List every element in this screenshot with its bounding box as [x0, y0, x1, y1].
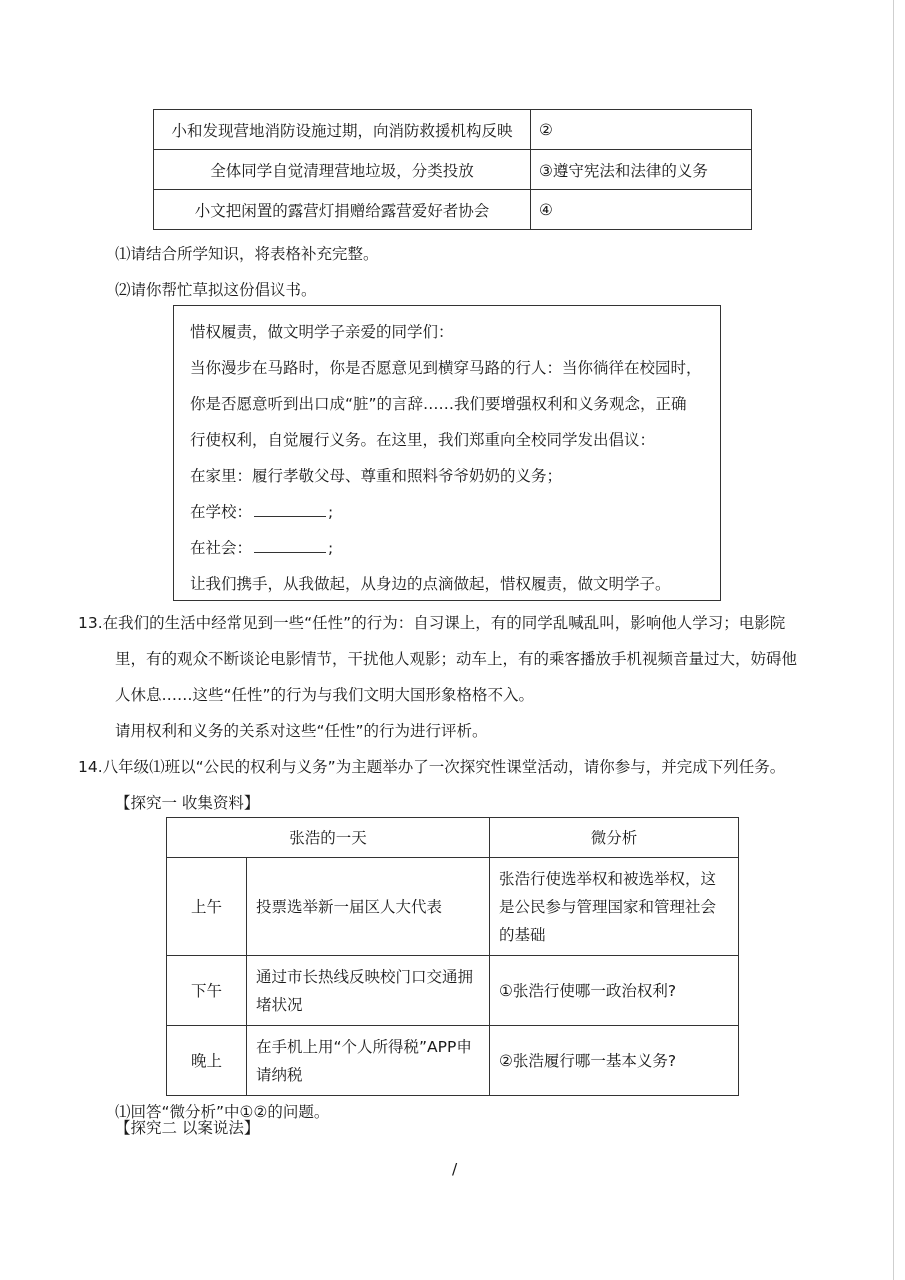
- q13-line1: 13.在我们的生活中经常见到一些“任性”的行为：自习课上，有的同学乱喊乱叫，影响他人学习；电影院: [78, 614, 786, 632]
- society-label: 在社会：: [190, 539, 253, 557]
- q14-intro: 14.八年级⑴班以“公民的权利与义务”为主题举办了一次探究性课堂活动，请你参与，并完成下列任务。: [78, 758, 786, 776]
- proposal-line: 在家里：履行孝敬父母、尊重和照料爷爷奶奶的义务；: [190, 467, 563, 485]
- event-cell: 投票选举新一届区人大代表: [247, 858, 490, 956]
- proposal-line: 行使权利，自觉履行义务。在这里，我们郑重向全校同学发出倡议：: [190, 431, 656, 449]
- q13-line2: 里，有的观众不断谈论电影情节，干扰他人观影；动车上，有的乘客播放手机视频音量过大，妨碍他: [115, 650, 798, 668]
- q12-sub2: ⑵请你帮忙草拟这份倡议书。: [115, 281, 317, 299]
- table-row: [167, 858, 739, 956]
- table-row: [154, 190, 752, 230]
- header-analysis: 微分析: [490, 818, 739, 858]
- q14-sub1: ⑴回答“微分析”中①②的问题。: [115, 1103, 330, 1121]
- school-label: 在学校：: [190, 503, 253, 521]
- table-cell-action: 小文把闲置的露营灯捐赠给露营爱好者协会: [154, 190, 531, 230]
- table-cell-action: 全体同学自觉清理营地垃圾，分类投放: [154, 150, 531, 190]
- semicolon: ;: [328, 539, 334, 557]
- analysis-cell: ①张浩行使哪一政治权利?: [490, 956, 739, 1026]
- explore2-heading: 【探究二 以案说法】: [115, 1119, 260, 1137]
- proposal-line: 你是否愿意听到出口成“脏”的言辞……我们要增强权利和义务观念，正确: [190, 395, 687, 413]
- q13-line3: 人休息……这些“任性”的行为与我们文明大国形象格格不入。: [115, 686, 535, 704]
- analysis-cell: ②张浩履行哪一基本义务?: [490, 1026, 739, 1096]
- proposal-line: 让我们携手，从我做起，从身边的点滴做起，惜权履责，做文明学子。: [190, 575, 671, 593]
- table-cell-right: ③遵守宪法和法律的义务: [531, 150, 752, 190]
- school-blank: [254, 501, 326, 517]
- semicolon: ;: [328, 503, 334, 521]
- proposal-society-line: [190, 536, 333, 558]
- time-cell: 下午: [167, 956, 247, 1026]
- zhanghao-day-table: [166, 817, 739, 1096]
- time-cell: 上午: [167, 858, 247, 956]
- event-cell: 通过市长热线反映校门口交通拥堵状况: [247, 956, 490, 1026]
- q13-line4: 请用权利和义务的关系对这些“任性”的行为进行评析。: [115, 722, 488, 740]
- rights-duties-table: [153, 109, 752, 230]
- table-cell-right: ④: [531, 190, 752, 230]
- proposal-school-line: [190, 500, 333, 522]
- time-cell: 晚上: [167, 1026, 247, 1096]
- page-marker: /: [452, 1160, 458, 1178]
- proposal-box: [173, 305, 721, 601]
- table-row: [167, 1026, 739, 1096]
- proposal-line: 惜权履责，做文明学子亲爱的同学们：: [190, 323, 454, 341]
- analysis-cell: 张浩行使选举权和被选举权，这是公民参与管理国家和管理社会的基础: [490, 858, 739, 956]
- proposal-line: 当你漫步在马路时，你是否愿意见到横穿马路的行人：当你徜徉在校园时，: [190, 359, 702, 377]
- table-header-row: [167, 818, 739, 858]
- table-row: [154, 110, 752, 150]
- explore1-heading: 【探究一 收集资料】: [115, 794, 260, 812]
- table-cell-right: ②: [531, 110, 752, 150]
- society-blank: [254, 537, 326, 553]
- event-cell: 在手机上用“个人所得税”APP申请纳税: [247, 1026, 490, 1096]
- table-cell-action: 小和发现营地消防设施过期，向消防救援机构反映: [154, 110, 531, 150]
- q12-sub1: ⑴请结合所学知识，将表格补充完整。: [115, 245, 379, 263]
- header-day: 张浩的一天: [167, 818, 490, 858]
- page-edge-line: [893, 0, 894, 1280]
- table-row: [154, 150, 752, 190]
- table-row: [167, 956, 739, 1026]
